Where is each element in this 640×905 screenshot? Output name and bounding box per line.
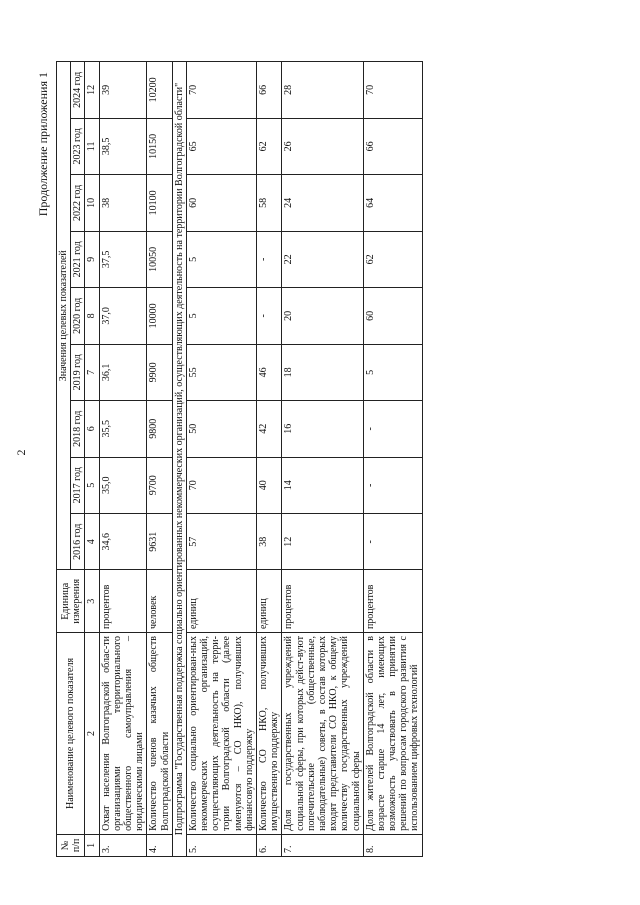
column-number: 10 [85,175,99,231]
header-row-1 [57,62,71,857]
indicator-value: 64 [363,175,422,231]
year-header: 2022 год [71,175,85,231]
indicator-value: 65 [186,118,256,174]
indicator-name: Количество СО НКО, получивших имущественную поддержку [257,633,282,835]
subprogram-section [172,62,186,857]
table-row [363,62,422,857]
row-number: 5. [186,834,256,856]
table-row [186,62,256,857]
indicator-name: Доля государственных учреждений социальной сферы, при которых дейст-вуют попечительские (общественные, наблюдательные) советы, в состав которых входят представители СО НКО, к общему количеству государственных учреждений социальной сферы [282,633,363,835]
subprogram-row [172,62,186,857]
indicator-name: Доля жителей Волгоградской области в возрасте старше 14 лет, имеющих возможность участвовать в принятии решений по вопросам городского развития с использованием цифровых технологий [363,633,422,835]
column-number: 12 [85,62,99,119]
indicator-name: Количество социально ориентирован-ных некоммерческих организаций, осуществляющих деятельность на терри-тории Волгоградской области (далее именуются – СО НКО), получивших финансовую поддержку [186,633,256,835]
indicator-value: 66 [363,118,422,174]
column-number: 2 [85,633,99,835]
indicator-value: 16 [282,401,363,457]
year-header: 2017 год [71,457,85,513]
column-number: 6 [85,401,99,457]
column-number: 1 [85,834,99,856]
column-number: 4 [85,514,99,570]
indicator-value: 39 [99,62,147,119]
indicator-value: 18 [282,344,363,400]
indicator-unit: единиц [186,570,256,633]
indicator-value: 42 [257,401,282,457]
indicator-value: 24 [282,175,363,231]
indicator-value: 9800 [147,401,172,457]
indicator-value: 35,5 [99,401,147,457]
indicator-name: Количество членов казачьих обществ Волгоградской области [147,633,172,835]
indicator-name: Охват населения Волгоградской облас-ти организациями территориального общественного самоуправления – юридическими лицами [99,633,147,835]
year-header: 2024 год [71,62,85,119]
header-unit: Единица измерения [57,570,85,633]
indicator-value: 58 [257,175,282,231]
indicator-value: 12 [282,514,363,570]
indicator-value: 10000 [147,288,172,344]
year-header: 2021 год [71,231,85,287]
indicator-value: 57 [186,514,256,570]
indicator-value: 20 [282,288,363,344]
column-numbers-row [85,62,99,857]
column-number: 3 [85,570,99,633]
year-header: 2019 год [71,344,85,400]
indicator-unit: единиц [257,570,282,633]
indicator-value: 40 [257,457,282,513]
indicator-value: 38 [257,514,282,570]
table-row [99,62,147,857]
indicator-value: 70 [186,457,256,513]
indicator-value: 50 [186,401,256,457]
column-number: 7 [85,344,99,400]
indicator-value: 5 [186,288,256,344]
indicator-value: 9900 [147,344,172,400]
indicator-value: 10200 [147,62,172,119]
indicator-value: 60 [363,288,422,344]
indicator-value: 28 [282,62,363,119]
column-number: 9 [85,231,99,287]
indicator-value: 34,6 [99,514,147,570]
indicator-value: 70 [363,62,422,119]
table-row [147,62,172,857]
row-number: 6. [257,834,282,856]
row-number: 4. [147,834,172,856]
rows-group-b [186,62,422,857]
indicator-value: 10150 [147,118,172,174]
indicator-value: 5 [363,344,422,400]
column-number: 5 [85,457,99,513]
column-number: 8 [85,288,99,344]
rows-group-a [99,62,172,857]
indicator-unit: процентов [99,570,147,633]
header-values-group: Значения целевых показателей [57,62,71,571]
indicator-value: 38,5 [99,118,147,174]
year-header: 2023 год [71,118,85,174]
column-number: 11 [85,118,99,174]
year-header: 2018 год [71,401,85,457]
table-row [257,62,282,857]
indicator-value: - [363,457,422,513]
indicator-value: 37,5 [99,231,147,287]
indicator-value: 62 [363,231,422,287]
row-number: 7. [282,834,363,856]
indicator-value: 14 [282,457,363,513]
indicator-value: 10050 [147,231,172,287]
indicator-value: 38 [99,175,147,231]
indicator-value: 62 [257,118,282,174]
indicator-value: 22 [282,231,363,287]
indicator-value: 9631 [147,514,172,570]
indicator-unit: человек [147,570,172,633]
indicator-value: 36,1 [99,344,147,400]
indicators-table [56,61,423,857]
indicator-value: - [363,401,422,457]
indicator-value: 37,0 [99,288,147,344]
indicator-value: - [363,514,422,570]
indicator-value: 5 [186,231,256,287]
year-header: 2016 год [71,514,85,570]
indicator-value: 35,0 [99,457,147,513]
row-number: 8. [363,834,422,856]
indicator-unit: процентов [282,570,363,633]
indicator-value: 9700 [147,457,172,513]
header-name: Наименование целевого показателя [57,633,85,835]
table-row [282,62,363,857]
subprogram-title: Подпрограмма "Государственная поддержка социально ориентированных некоммерческих организаций, осуществляющих деятельность на территории Волгоградской области" [172,62,186,857]
page-number: 2 [14,449,28,456]
indicator-value: 70 [186,62,256,119]
continuation-note: Продолжение приложения 1 [36,72,50,217]
indicator-value: 55 [186,344,256,400]
indicator-value: 66 [257,62,282,119]
indicator-value: 26 [282,118,363,174]
row-number: 3. [99,834,147,856]
indicator-value: - [257,288,282,344]
indicator-value: 46 [257,344,282,400]
year-header: 2020 год [71,288,85,344]
header-num: № п/п [57,834,85,856]
indicator-value: 10100 [147,175,172,231]
indicator-value: - [257,231,282,287]
indicator-unit: процентов [363,570,422,633]
indicator-value: 60 [186,175,256,231]
